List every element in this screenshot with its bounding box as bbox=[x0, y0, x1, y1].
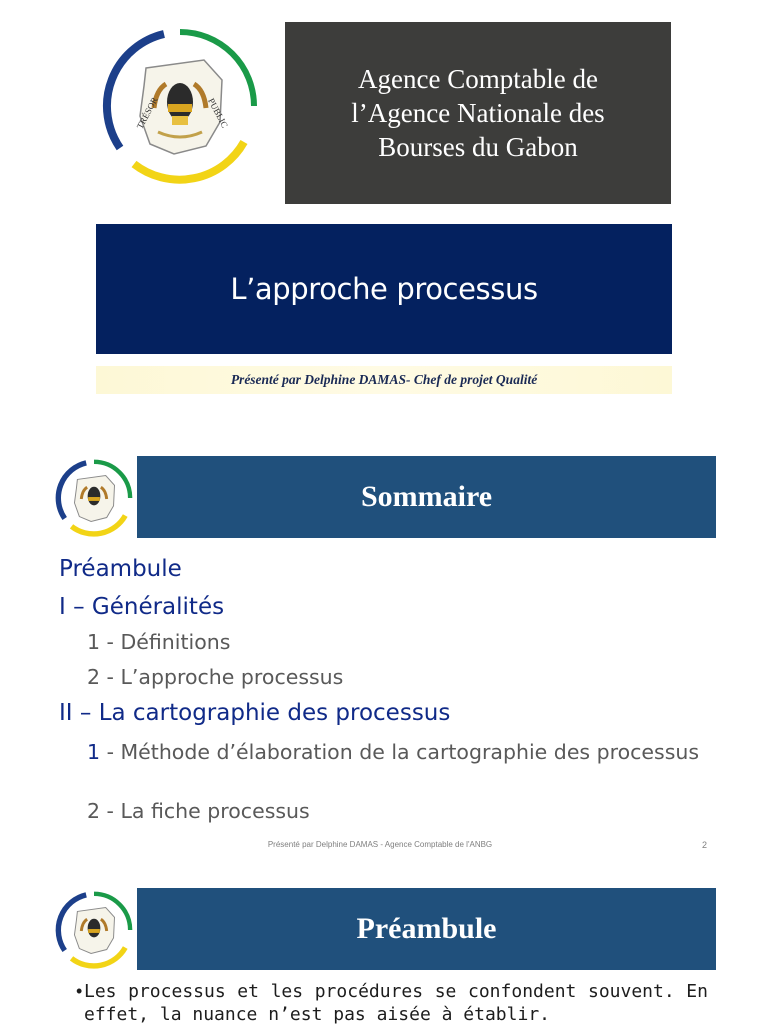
toc-item-cartographie: II – La cartographie des processus bbox=[59, 700, 451, 726]
toc-subitem-fiche: 2 - La fiche processus bbox=[87, 799, 310, 823]
logo-text-public: PUBLIC bbox=[206, 96, 230, 130]
tresor-public-logo bbox=[94, 20, 266, 192]
preambule-header bbox=[137, 888, 716, 970]
toc-item-generalites: I – Généralités bbox=[59, 594, 225, 620]
bullet-icon: • bbox=[76, 981, 83, 1001]
slide-footer: Présenté par Delphine DAMAS - Agence Comptable de l'ANBG bbox=[267, 840, 493, 849]
toc-item-preambule: Préambule bbox=[59, 556, 182, 582]
agency-title: Agence Comptable de l’Agence Nationale des Bourses du Gabon bbox=[351, 64, 605, 162]
tresor-public-seal-icon bbox=[52, 888, 136, 972]
logo-text-tresor: TRÉSOR bbox=[134, 95, 160, 131]
presentation-title-box bbox=[96, 224, 672, 354]
agency-title-box bbox=[285, 22, 671, 204]
preambule-paragraph: Les processus et les procédures se confondent souvent. En effet, la nuance n’est pas aisée à établir. bbox=[84, 981, 708, 1025]
toc-subitem-methode-text: - Méthode d’élaboration de la cartographie des processus bbox=[100, 740, 700, 764]
presentation-title: L’approche processus bbox=[230, 272, 538, 306]
page-number: 2 bbox=[702, 840, 708, 850]
toc-subitem-approche: 2 - L’approche processus bbox=[87, 665, 344, 689]
toc-subitem-number: 1 bbox=[87, 740, 101, 764]
toc-subitem-definitions: 1 - Définitions bbox=[87, 630, 231, 654]
toc-subitem-methode bbox=[87, 737, 709, 768]
presenter-text: Présenté par Delphine DAMAS- Chef de projet Qualité bbox=[230, 372, 538, 387]
preambule-title: Préambule bbox=[356, 912, 497, 945]
tresor-public-seal-icon bbox=[52, 456, 136, 540]
sommaire-title: Sommaire bbox=[360, 480, 493, 513]
tresor-public-logo-small bbox=[52, 888, 136, 972]
sommaire-header bbox=[137, 456, 716, 538]
tresor-public-seal-icon bbox=[94, 20, 266, 192]
tresor-public-logo-small bbox=[52, 456, 136, 540]
presenter-strip bbox=[96, 366, 672, 394]
